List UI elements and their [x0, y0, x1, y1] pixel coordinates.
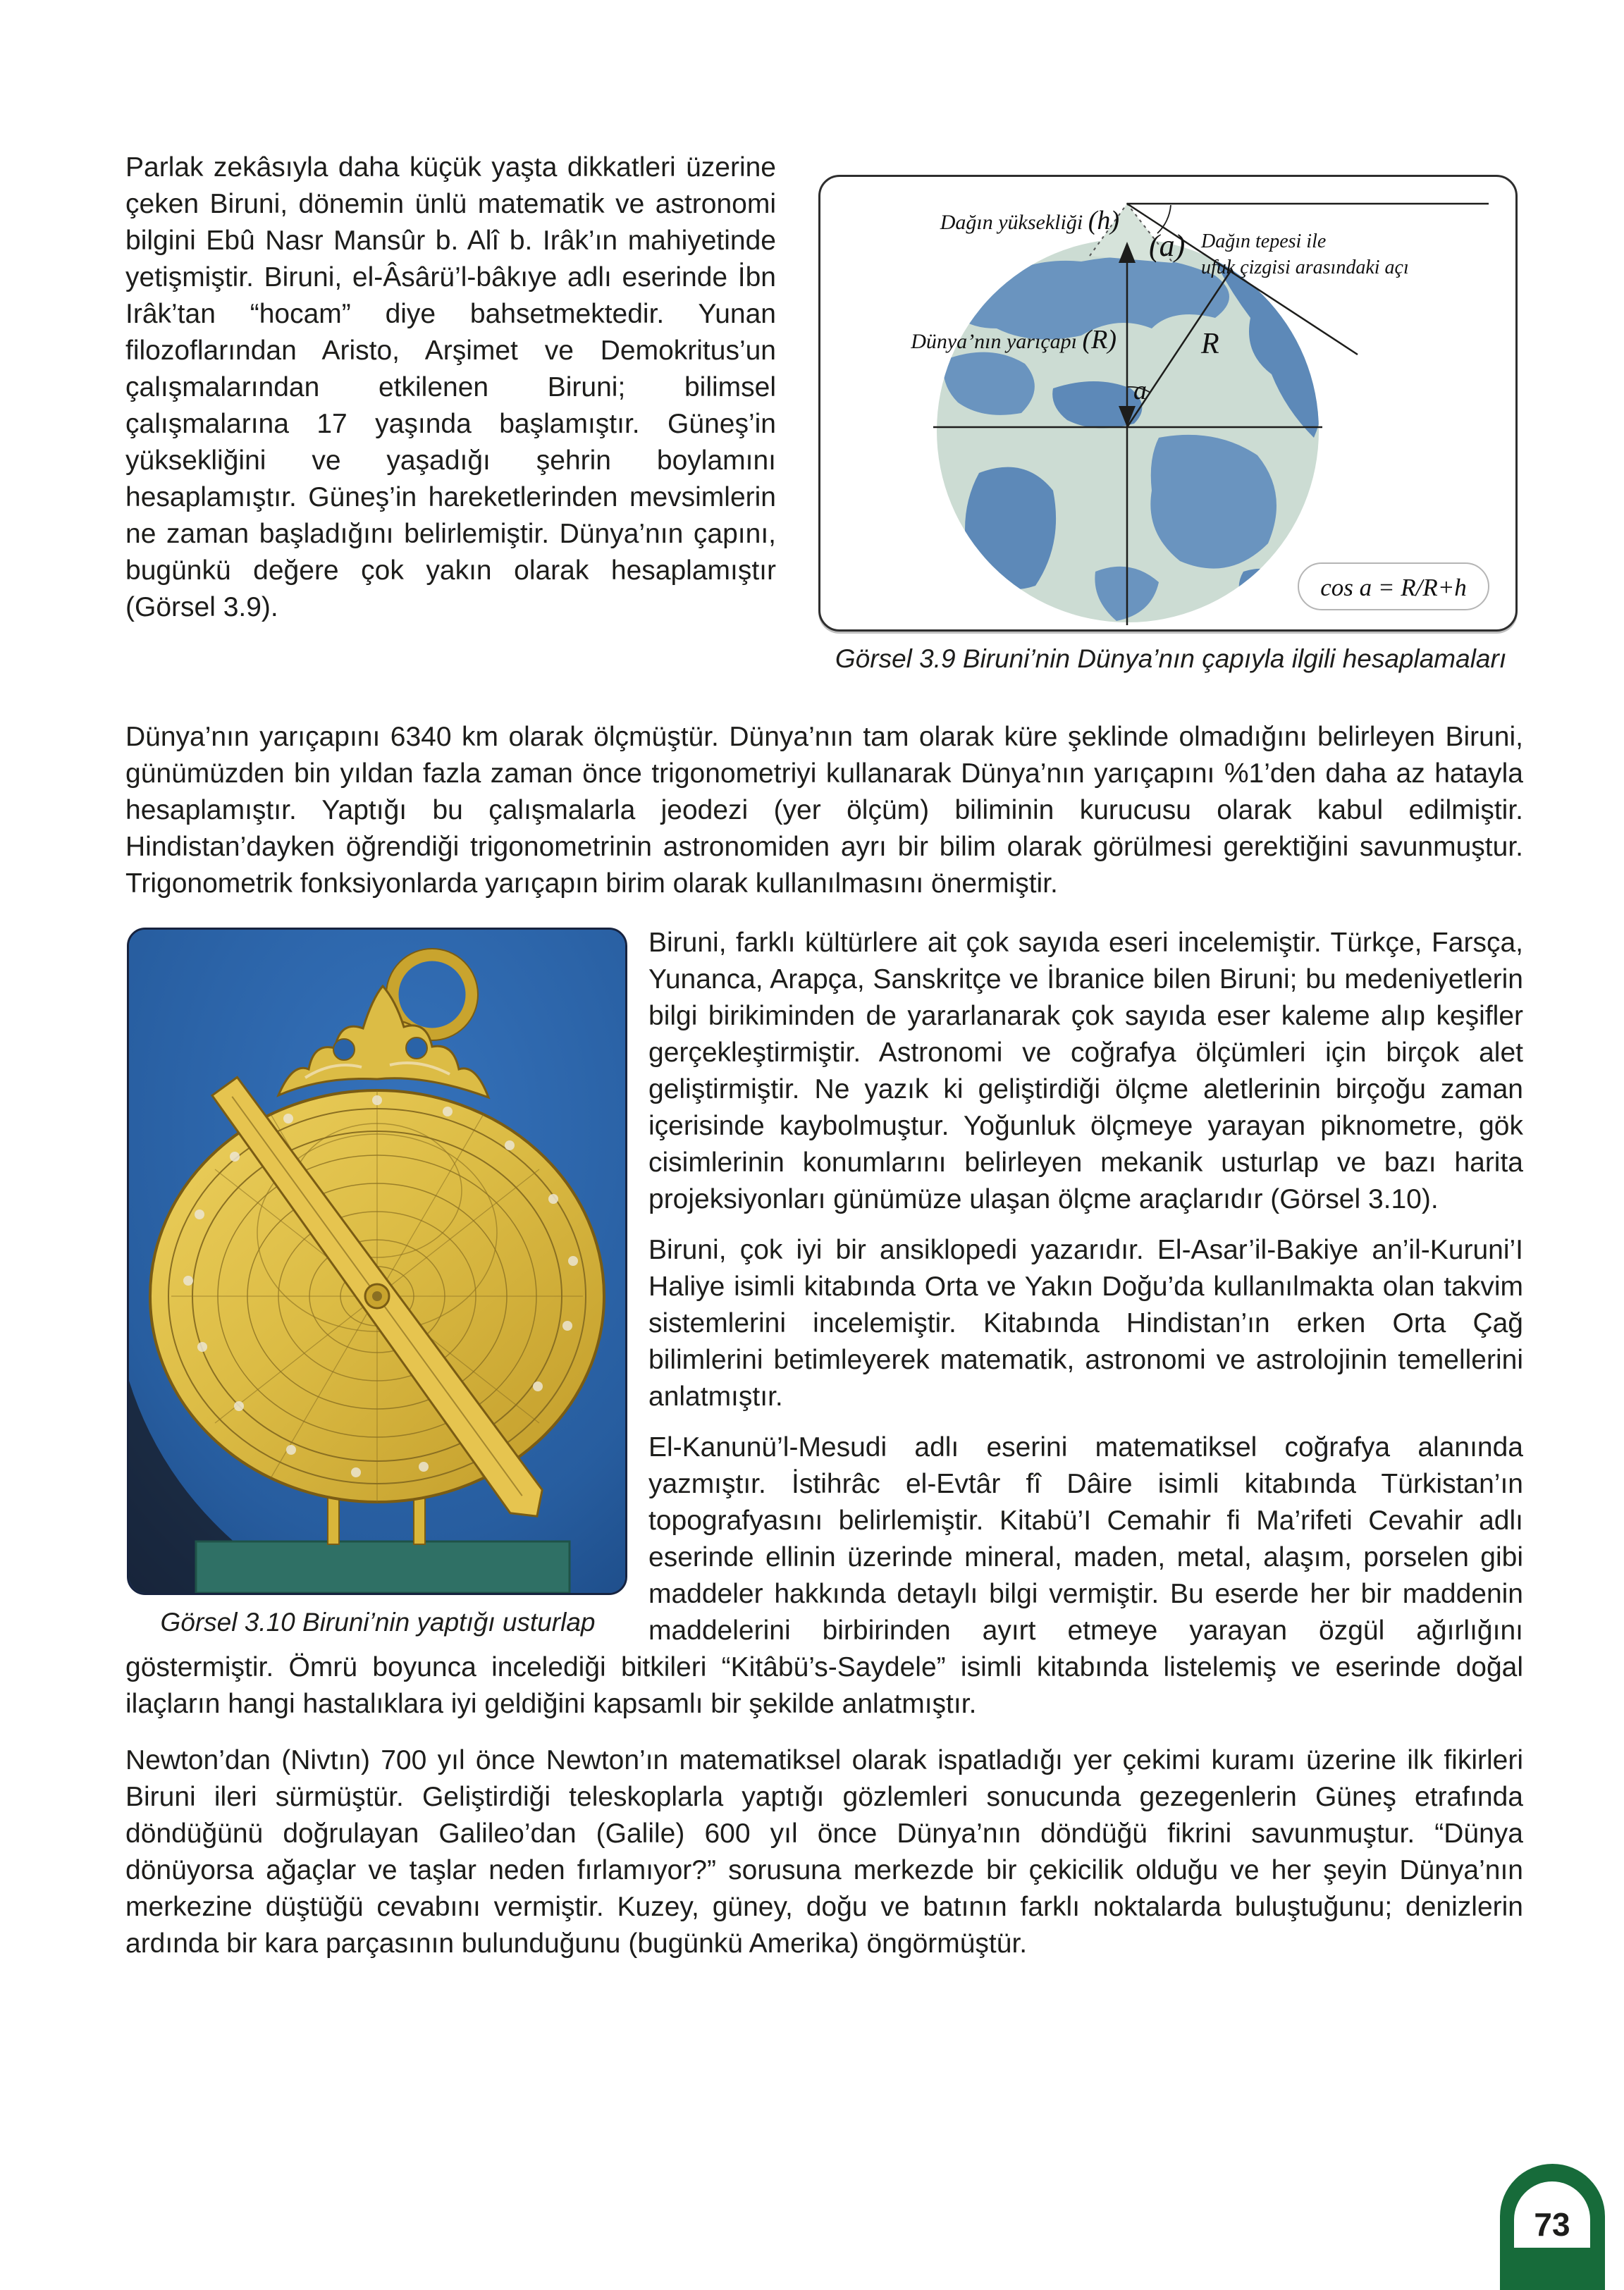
figure-3-10 — [127, 928, 629, 1639]
works-section — [125, 925, 1523, 1723]
radius-paragraph: Dünya’nın yarıçapını 6340 km olarak ölçmüştür. Dünya’nın tam olarak küre şeklinde olmadığını belirleyen Biruni, günümüzden bin yıldan fazla zaman önce trigonometriyi kullanarak Dünya’nın yarıçapını %1’den daha az hatayla hesaplamıştır. Yaptığı bu çalışmalarla jeodezi (yer ölçüm) biliminin kurucusu olarak kabul edilmiştir. Hindistan’dayken öğrendiği trigonometrinin astronomiden ayrı bir bilim olarak görülmesi gerektiğini savunmuştur. Trigonometrik fonksiyonlarda yarıçapın birim olarak kullanılmasını önermiştir. — [125, 722, 1523, 899]
newton-paragraph: Newton’dan (Nivtın) 700 yıl önce Newton’ın matematiksel olarak ispatladığı yer çekimi kuramı üzerine ilk fikirleri Biruni ileri sürmüştür. Geliştirdiği teleskoplarla yaptığı gözlemleri sonucunda gezegenlerin Güneş etrafında döndüğünü doğrulayan Galileo’dan (Galile) 600 yıl önce Dünya’nın döndüğü fikrini savunmuştur. “Dünya dönüyorsa ağaçlar ve taşlar neden fırlamıyor?” sorusuna merkezde bir çekicilik olduğu ve her şeyin Dünya’nın merkezine düştüğü cevabını vermiştir. Kuzey, güney, doğu ve batının farklı noktalarda buluştuğunu; denizlerin ardında bir kara parçasının bulunduğunu (bugünkü Amerika) öngörmüştür. — [125, 1745, 1523, 1959]
encyclopedia-paragraph: Biruni, çok iyi bir ansiklopedi yazarıdır. El-Asar’il-Bakiye an’il-Kuruni’I Haliye isimli kitabında Orta ve Yakın Doğu’da kullanılmakta olan takvim sistemlerini incelemiştir. Kitabında Hindistan’ın erken Orta Çağ bilimlerini betimleyerek matematik, astronomi ve astrolojinin temellerini anlatmıştır. — [648, 1235, 1523, 1412]
angle-symbol-label: (a) — [1149, 228, 1186, 263]
globe-diagram — [820, 177, 1515, 629]
formula-text: cos a = R/R+h — [1320, 574, 1467, 601]
works-paragraph: El-Kanunü’l-Mesudi adlı eserini matematiksel coğrafya alanında yazmıştır. İstihrâc el-Evtâr fî Dâire isimli kitabında Türkistan’ın topografyasını belirlemiştir. Kitabü’I Cemahir fi Ma’rifeti Cevahir adlı eserinde ellinin üzerinde mineral, maden, metal, alaşım, porselen gibi maddeler hakkında detaylı bilgi vermiştir. Bu eserde her bir maddenin maddelerini birbirinden ayırt etmeye yarayan özgül ağırlığını göstermiştir. Ömrü boyunca incelediği bitkileri “Kitâbü’s-Saydele” isimli kitabında listelemiş ve eserinde doğal ilaçların hangi hastalıklara iyi geldiğini kapsamlı bir şekilde anlatmıştır. — [125, 1432, 1523, 1719]
alidade-pivot-pin — [372, 1291, 382, 1301]
intro-paragraph: Parlak zekâsıyla daha küçük yaşta dikkatleri üzerine çeken Biruni, dönemin ünlü matematik ve astronomi bilgini Ebû Nasr Mansûr b. Alî b. Irâk’ın mahiyetinde yetişmiştir. Biruni, el-Âsârü’l-bâkıye adlı eserinde İbn Irâk’tan “hocam” diye bahsetmektedir. Yunan filozoflarından Aristo, Arşimet ve Demokritus’un çalışmalarından etkilenen Biruni; bilimsel çalışmalarına 17 yaşında başlamıştır. Güneş’in yüksekliğini ve yaşadığı şehrin boylamını hesaplamıştır. Güneş’in hareketlerinden mevsimlerin ne zaman başladığını belirlemiştir. Dünya’nın çapını, bugünkü değere çok yakın olarak hesaplamıştır (Görsel 3.9). — [125, 152, 776, 622]
globe-diagram-frame — [818, 175, 1518, 632]
intro-section — [125, 149, 1523, 689]
mountain-height-label: Dağın yüksekliği (h) — [940, 206, 1119, 235]
figure-3-9-caption: Görsel 3.9 Biruni’nin Dünya’nın çapıyla ilgili hesaplamaları — [835, 644, 1507, 673]
earth-radius-label: Dünya’nın yarıçapı (R) — [911, 325, 1116, 355]
page-number-frame — [1514, 2181, 1590, 2248]
r-label: R — [1201, 328, 1219, 360]
astrolabe-illustration — [129, 930, 625, 1593]
angle-desc-line1: Dağın tepesi ile — [1201, 230, 1327, 252]
cultures-paragraph: Biruni, farklı kültürlere ait çok sayıda eseri incelemiştir. Türkçe, Farsça, Yunanca, Arapça, Sanskritçe ve İbranice bilen Biruni; bu medeniyetlerin bilgi birikiminden de yararlanarak çok sayıda eser kaleme alıp keşifler gerçekleştirmiştir. Astronomi ve coğrafya ölçümleri için birçok alet geliştirmiştir. Ne yazık ki geliştirdiği ölçme aletlerinin birçoğu zaman içerisinde kaybolmuştur. Yoğunluk ölçmeye yarayan piknometre, gök cisimlerinin konumlarını belirleyen mekanik usturlap ve bazı harita projeksiyonları günümüze ulaşan ölçme araçlarıdır (Görsel 3.10). — [648, 928, 1523, 1214]
angle-desc-line2: ufuk çizgisi arasındaki açı — [1201, 257, 1409, 278]
page-number-badge — [1500, 2164, 1605, 2290]
figure-3-10-caption: Görsel 3.10 Biruni’nin yaptığı usturlap — [160, 1608, 596, 1637]
crown-hole-right — [406, 1038, 427, 1059]
stand-base — [196, 1541, 570, 1593]
astrolabe-photo — [127, 928, 627, 1595]
stand-leg-left — [328, 1494, 339, 1544]
a-label: a — [1133, 376, 1147, 405]
page-number: 73 — [1534, 2206, 1570, 2243]
figure-3-9 — [818, 175, 1523, 675]
crown-hole-left — [333, 1039, 355, 1060]
